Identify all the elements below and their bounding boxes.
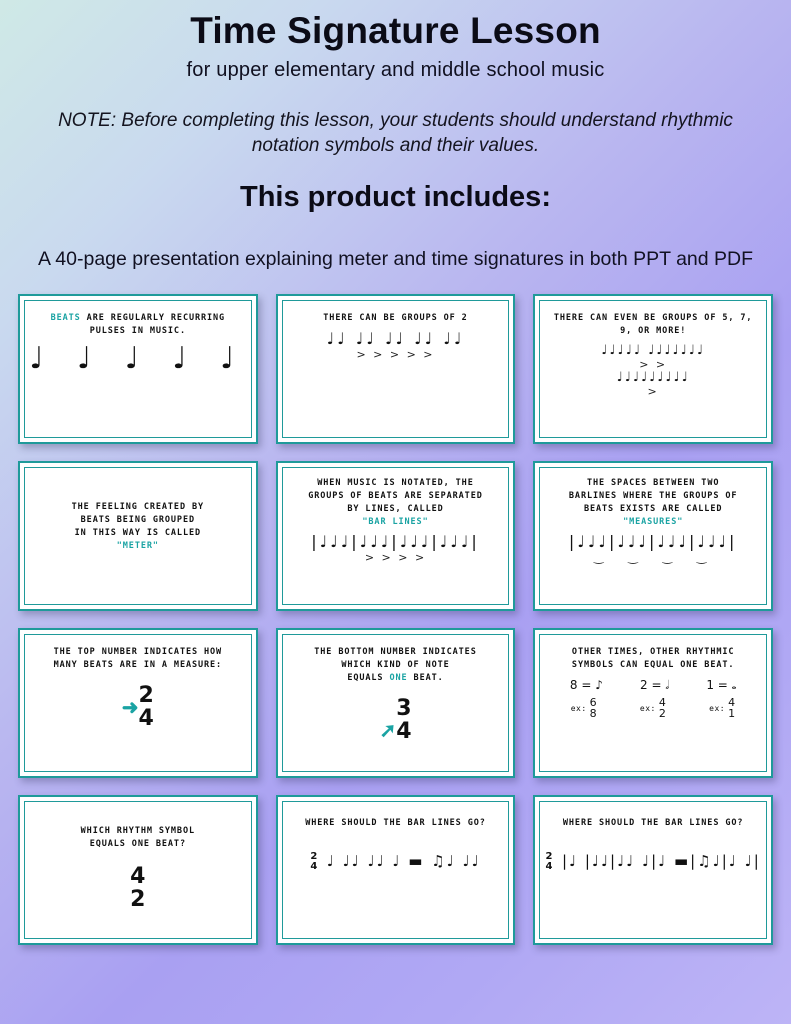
caption-line-1: THE FEELING CREATED BY (71, 502, 205, 513)
slide-caption (286, 646, 506, 684)
slide-notation (28, 340, 248, 376)
slide-caption: WHERE SHOULD THE BAR LINES GO? (562, 818, 744, 829)
slide-thumbnail-where-bar-lines-2[interactable] (533, 795, 773, 945)
caption-line-2: EQUALS ONE BEAT? (89, 839, 186, 850)
equivalence-row (543, 678, 763, 693)
slide-caption: WHERE SHOULD THE BAR LINES GO? (305, 818, 486, 829)
time-signature-bottom: 4 (545, 861, 553, 873)
slide-notation (543, 344, 763, 398)
includes-heading-text: This product includes (240, 181, 542, 214)
example-row (543, 697, 763, 720)
slide-notation (543, 852, 763, 872)
caption-line-1: THE SPACES BETWEEN TWO (586, 478, 720, 489)
slide-caption-highlight: BEATS (50, 313, 81, 324)
caption-line-4: "MEASURES" (623, 516, 684, 527)
slide-thumbnail-bottom-number[interactable] (276, 628, 516, 778)
page-subtitle: for upper elementary and middle school music (186, 58, 605, 81)
slide-notation (286, 852, 506, 872)
equivalence-item (706, 678, 736, 693)
slide-thumbnail-groups-of-2[interactable] (276, 294, 516, 444)
equivalence-symbol: ♪ (595, 678, 603, 693)
slide-thumbnail-beats-pulses[interactable] (18, 294, 258, 444)
caption-line-2: GROUPS OF BEATS ARE SEPARATED (308, 491, 483, 502)
notation-accents-row2: > (647, 384, 659, 398)
notation-notes: |♩♩♩|♩♩♩|♩♩♩|♩♩♩| (311, 532, 480, 552)
time-signature-top: 2 (310, 851, 318, 863)
slide-thumbnail-meter[interactable] (18, 461, 258, 611)
notation-notes-row2: ♩♩♩♩♩♩♩♩♩ (616, 369, 690, 385)
slide-caption-rest: ARE REGULARLY RECURRING PULSES IN MUSIC. (80, 313, 226, 337)
caption-line-3-post: BEAT. (407, 672, 444, 683)
example-item (571, 697, 597, 720)
notation-notes: ♩♩ ♩♩ ♩♩ ♩♩ ♩♩ (326, 329, 465, 349)
prerequisite-note: NOTE: Before completing this lesson, your students should understand rhythmic notation symbols and their values. (58, 109, 733, 157)
time-signature-bottom: 4 (138, 706, 154, 732)
caption-line-1: WHICH RHYTHM SYMBOL (80, 826, 195, 837)
caption-line-3-highlight: ONE (389, 672, 408, 683)
example-top: 4 (728, 695, 736, 709)
caption-line-4: "BAR LINES" (362, 516, 429, 527)
slide-caption (543, 477, 763, 528)
notation-accents: > > > > (364, 551, 427, 565)
page-title: Time Signature Lesson (190, 10, 601, 51)
slide-notation (28, 684, 248, 730)
caption-line-1: WHEN MUSIC IS NOTATED, THE (317, 478, 474, 489)
slide-notation (543, 534, 763, 564)
slide-caption (28, 501, 248, 552)
example-item (709, 697, 735, 720)
arrow-icon: ➜ (121, 696, 139, 719)
notation-notes: |♩♩♩|♩♩♩|♩♩♩|♩♩♩| (568, 532, 738, 552)
slide-notation (543, 678, 763, 720)
time-signature-top: 4 (130, 863, 146, 889)
product-description: A 40-page presentation explaining meter and time signatures in both PPT and PDF (37, 248, 754, 271)
rhythm-notation: |♩ |♩♩|♩♩ ♩|♩ ▬|♫♩|♩ ♩| (561, 852, 761, 871)
caption-line-3 (292, 672, 500, 685)
time-signature (139, 684, 154, 730)
equivalence-item (640, 678, 669, 693)
example-fraction (659, 697, 667, 720)
equivalence-item (570, 678, 603, 692)
equivalence-symbol: 𝅝 (731, 677, 737, 692)
slide-notation (28, 865, 248, 911)
caption-line-2: MANY BEATS ARE IN A MEASURE: (53, 660, 223, 671)
includes-heading (0, 181, 791, 214)
slide-thumbnail-which-rhythm-symbol[interactable] (18, 795, 258, 945)
time-signature (310, 852, 317, 872)
time-signature-top: 2 (138, 682, 154, 708)
includes-heading-colon: : (541, 181, 551, 214)
caption-line-1: THE TOP NUMBER INDICATES HOW (53, 647, 223, 658)
slide-caption: THERE CAN EVEN BE GROUPS OF 5, 7, 9, OR MORE! (553, 313, 753, 337)
equivalence-symbol: 𝅗𝅥 (665, 677, 670, 692)
caption-line-2: SYMBOLS CAN EQUAL ONE BEAT. (571, 660, 735, 671)
caption-line-3-pre: EQUALS (347, 672, 390, 683)
slide-caption (543, 646, 763, 672)
caption-line-3: IN THIS WAY IS CALLED (74, 527, 202, 538)
slide-caption (286, 477, 506, 528)
time-signature-top: 3 (396, 695, 412, 721)
slide-caption: THERE CAN BE GROUPS OF 2 (323, 313, 468, 324)
time-signature (130, 865, 145, 911)
caption-line-4: "METER" (116, 540, 159, 551)
slide-notation (286, 534, 506, 564)
notation-notes-row1: ♩♩♩♩♩ ♩♩♩♩♩♩♩ (601, 342, 706, 358)
slide-caption (28, 825, 248, 851)
example-prefix: ex: (570, 703, 587, 713)
notation-accents-row1: > > (639, 357, 668, 371)
caption-line-2: BARLINES WHERE THE GROUPS OF (568, 491, 738, 502)
rhythm-notation: ♩ ♩♩ ♩♩ ♩ ▬ ♫♩ ♩♩ (326, 852, 481, 871)
notation-notes: ♩ ♩ ♩ ♩ ♩ (29, 340, 247, 376)
slide-thumbnail-grid (18, 294, 773, 945)
example-item (640, 697, 666, 720)
caption-line-2: BEATS BEING GROUPED (80, 515, 195, 526)
slide-thumbnail-top-number[interactable] (18, 628, 258, 778)
example-bottom: 1 (728, 707, 736, 721)
slide-caption (28, 312, 248, 338)
slide-notation (286, 331, 506, 361)
example-bottom: 8 (589, 707, 598, 721)
slide-notation (286, 697, 506, 743)
equivalence-label: 1 = (706, 677, 732, 692)
equivalence-label: 2 = (640, 677, 666, 692)
time-signature-bottom: 2 (130, 887, 146, 913)
caption-line-3: BY LINES, CALLED (347, 503, 444, 514)
example-prefix: ex: (639, 703, 656, 713)
example-prefix: ex: (709, 703, 726, 713)
example-top: 4 (658, 695, 667, 709)
caption-line-1: THE BOTTOM NUMBER INDICATES (314, 647, 477, 658)
slide-thumbnail-groups-of-5-7-9[interactable] (533, 294, 773, 444)
example-fraction (590, 697, 598, 720)
arrow-icon: ➚ (379, 719, 397, 742)
example-bottom: 2 (658, 707, 667, 721)
slide-thumbnail-where-bar-lines-1[interactable] (276, 795, 516, 945)
slide-thumbnail-bar-lines[interactable] (276, 461, 516, 611)
measure-brackets: ‿ ‿ ‿ ‿ (593, 550, 713, 565)
example-fraction (728, 697, 736, 720)
caption-line-3: BEATS EXISTS ARE CALLED (583, 503, 723, 514)
slide-caption (28, 646, 248, 672)
caption-line-2: WHICH KIND OF NOTE (341, 660, 450, 671)
time-signature-bottom: 4 (396, 718, 412, 744)
time-signature-bottom: 4 (310, 861, 318, 873)
notation-accents: > > > > > (356, 348, 435, 362)
equivalence-label: 8 = (569, 678, 596, 693)
time-signature (396, 697, 411, 743)
time-signature-top: 2 (545, 851, 553, 863)
slide-thumbnail-measures[interactable] (533, 461, 773, 611)
caption-line-1: OTHER TIMES, OTHER RHYTHMIC (571, 647, 735, 658)
example-top: 6 (589, 695, 598, 709)
slide-thumbnail-other-symbols[interactable] (533, 628, 773, 778)
time-signature (546, 852, 553, 872)
